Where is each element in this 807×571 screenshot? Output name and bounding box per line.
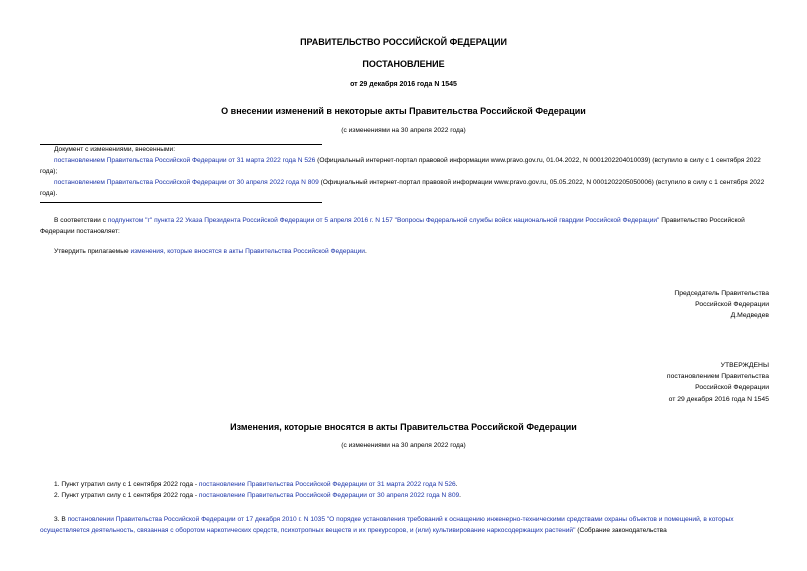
annex-item-2 (54, 492, 461, 499)
annex-item-2-text: 2. Пункт утратил силу с 1 сентября 2022 года - (54, 492, 199, 499)
approval-line-2: постановлением Правительства (666, 373, 769, 381)
changes-item-1 (40, 155, 768, 177)
approval-line-1: УТВЕРЖДЕНЫ (720, 362, 769, 369)
signature-line-2: Российской Федерации (695, 301, 769, 309)
divider-bottom (40, 202, 322, 203)
changes-item-2-text: (Официальный интернет-портал правовой информации www.pravo.gov.ru, 05.05.2022, N 0001202205050006) (вступило в силу с 1 сентября 2022 года). (40, 179, 765, 197)
annex-item-1 (54, 481, 458, 488)
changes-intro: Документ с изменениями, внесенными: (54, 146, 176, 153)
annex-item-1-end: . (455, 481, 458, 488)
signature-line-1: Председатель Правительства (674, 290, 769, 297)
approval-block (667, 360, 769, 405)
approval-line-4: от 29 декабря 2016 года N 1545 (668, 395, 769, 403)
annex-item-3-rest: (Собрание законодательства (575, 527, 667, 534)
header-doc-date: от 29 декабря 2016 года N 1545 (350, 81, 457, 88)
approve-text-end: . (364, 248, 367, 255)
changes-item-2-link[interactable]: постановлением Правительства Российской Федерации от 30 апреля 2022 года N 809 (54, 179, 319, 186)
annex-revision-note: (с изменениями на 30 апреля 2022 года) (341, 442, 466, 449)
annex-item-3-text: 3. В (54, 516, 68, 523)
annex-item-2-end: . (459, 492, 461, 499)
annex-item-1-link[interactable]: постановление Правительства Российской Федерации от 31 марта 2022 года N 526 (198, 481, 456, 488)
annex-title: Изменения, которые вносятся в акты Правительства Российской Федерации (230, 422, 577, 432)
annex-link[interactable]: изменения, которые вносятся в акты Правительства Российской Федерации (130, 248, 365, 255)
changes-item-2 (40, 177, 768, 199)
annex-item-3 (40, 514, 768, 536)
annex-item-2-link[interactable]: постановление Правительства Российской Федерации от 30 апреля 2022 года N 809 (198, 492, 460, 499)
preamble-text-end: Правительство Российской Федерации постановляет: (40, 217, 745, 235)
signature-block (674, 288, 769, 322)
decree-link[interactable]: подпунктом "г" пункта 22 Указа Президента Российской Федерации от 5 апреля 2016 г. N 157 "Вопросы Федеральной службы войск национальной гвардии Российской Федерации" (107, 217, 660, 224)
approval-line-3: Российской Федерации (695, 384, 769, 392)
header-org: ПРАВИТЕЛЬСТВО РОССИЙСКОЙ ФЕДЕРАЦИИ (300, 37, 507, 47)
annex-item-3-link[interactable]: постановлении Правительства Российской Федерации от 17 декабря 2010 г. N 1035 "О порядке установления требований к оснащению инженерно-техническими средствами охраны объектов и помещений, в которых осуществляется деятельность, связанная с оборотом наркотических средств, психотропных веществ и их прекурсоров, и (или) культивирование наркосодержащих растений" (40, 516, 734, 534)
preamble-paragraph (40, 215, 768, 237)
divider-top (40, 144, 322, 145)
changes-item-1-text: (Официальный интернет-портал правовой информации www.pravo.gov.ru, 01.04.2022, N 0001202204010039) (вступило в силу с 1 сентября 2022 года); (40, 157, 761, 175)
approve-text-start: Утвердить прилагаемые (54, 248, 131, 255)
changes-item-1-link[interactable]: постановлением Правительства Российской Федерации от 31 марта 2022 года N 526 (54, 157, 316, 164)
signature-line-3: Д.Медведев (730, 312, 769, 320)
document-title: О внесении изменений в некоторые акты Правительства Российской Федерации (221, 106, 586, 116)
header-doc-type: ПОСТАНОВЛЕНИЕ (362, 59, 445, 69)
preamble-text-start: В соответствии с (54, 217, 108, 224)
annex-item-1-text: 1. Пункт утратил силу с 1 сентября 2022 года - (54, 481, 199, 488)
revision-note: (с изменениями на 30 апреля 2022 года) (341, 127, 466, 134)
approve-paragraph (40, 246, 768, 257)
